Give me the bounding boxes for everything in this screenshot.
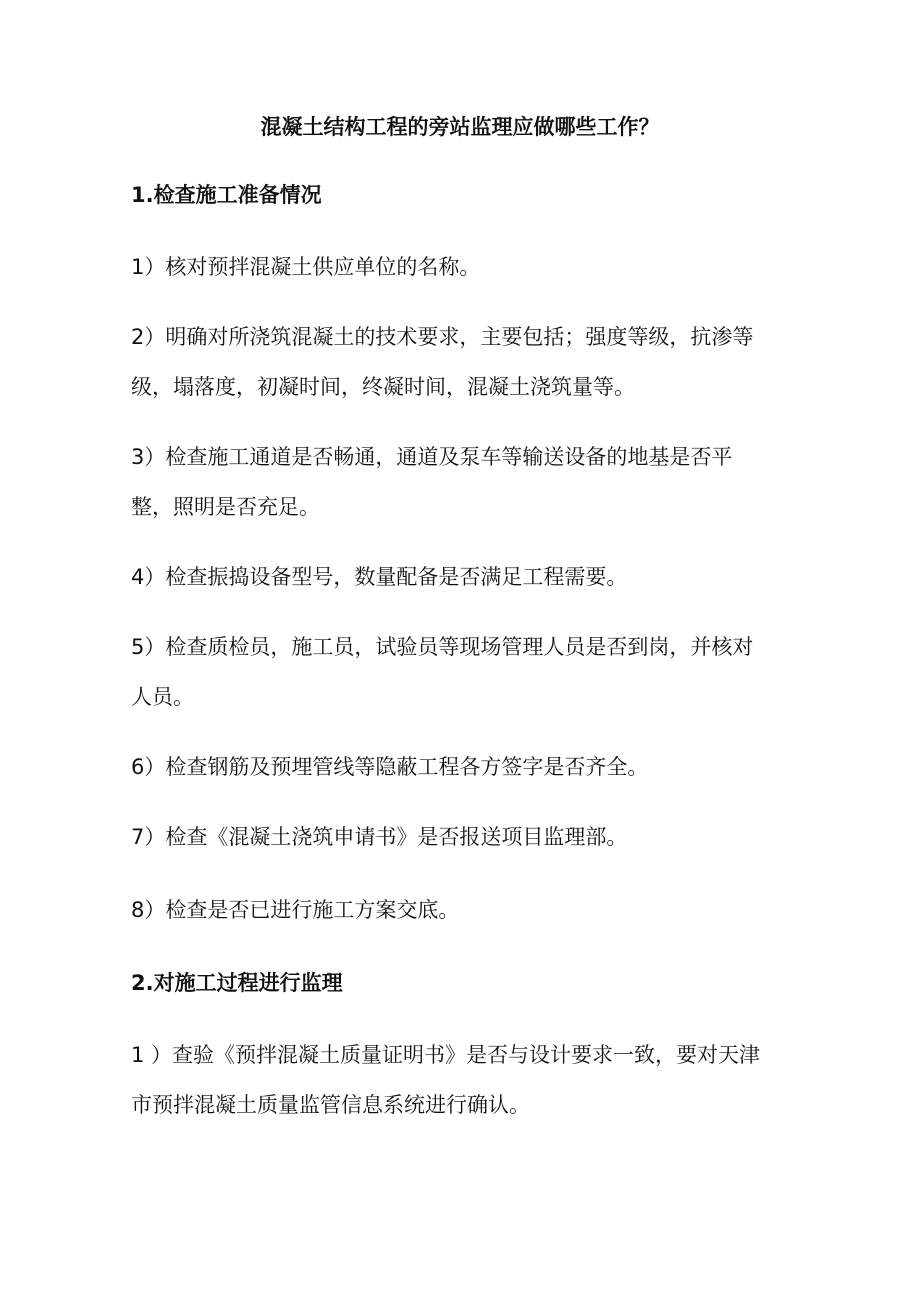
section-1-item-2-line-2: 级，塌落度，初凝时间，终凝时间，混凝土浇筑量等。 [131, 375, 635, 399]
section-1-item-5-line-2: 人员。 [131, 685, 194, 709]
section-1-item-2-line-1: 2）明确对所浇筑混凝土的技术要求，主要包括；强度等级，抗渗等 [131, 325, 754, 349]
section-1-item-3-line-1: 3）检查施工通道是否畅通，通道及泵车等输送设备的地基是否平 [131, 445, 733, 469]
section-1-item-3-line-2: 整，照明是否充足。 [131, 495, 320, 519]
section-2-item-1-line-1: 1 ）查验《预拌混凝土质量证明书》是否与设计要求一致，要对天津 [131, 1043, 761, 1067]
section-1-item-6-line-1: 6）检查钢筋及预埋管线等隐蔽工程各方签字是否齐全。 [131, 755, 649, 779]
section-1-item-8-line-1: 8）检查是否已进行施工方案交底。 [131, 898, 460, 922]
section-1-item-4-line-1: 4）检查振捣设备型号，数量配备是否满足工程需要。 [131, 565, 628, 589]
section-1-heading: 1.检查施工准备情况 [131, 183, 322, 207]
section-1-item-1-line-1: 1）核对预拌混凝土供应单位的名称。 [131, 255, 481, 279]
section-2-item-1-line-2: 市预拌混凝土质量监管信息系统进行确认。 [131, 1093, 530, 1117]
document-title: 混凝土结构工程的旁站监理应做哪些工作？ [260, 115, 660, 139]
section-1-item-5-line-1: 5）检查质检员，施工员，试验员等现场管理人员是否到岗，并核对 [131, 635, 754, 659]
section-2-heading: 2.对施工过程进行监理 [131, 971, 343, 995]
section-1-item-7-line-1: 7）检查《混凝土浇筑申请书》是否报送项目监理部。 [131, 825, 628, 849]
